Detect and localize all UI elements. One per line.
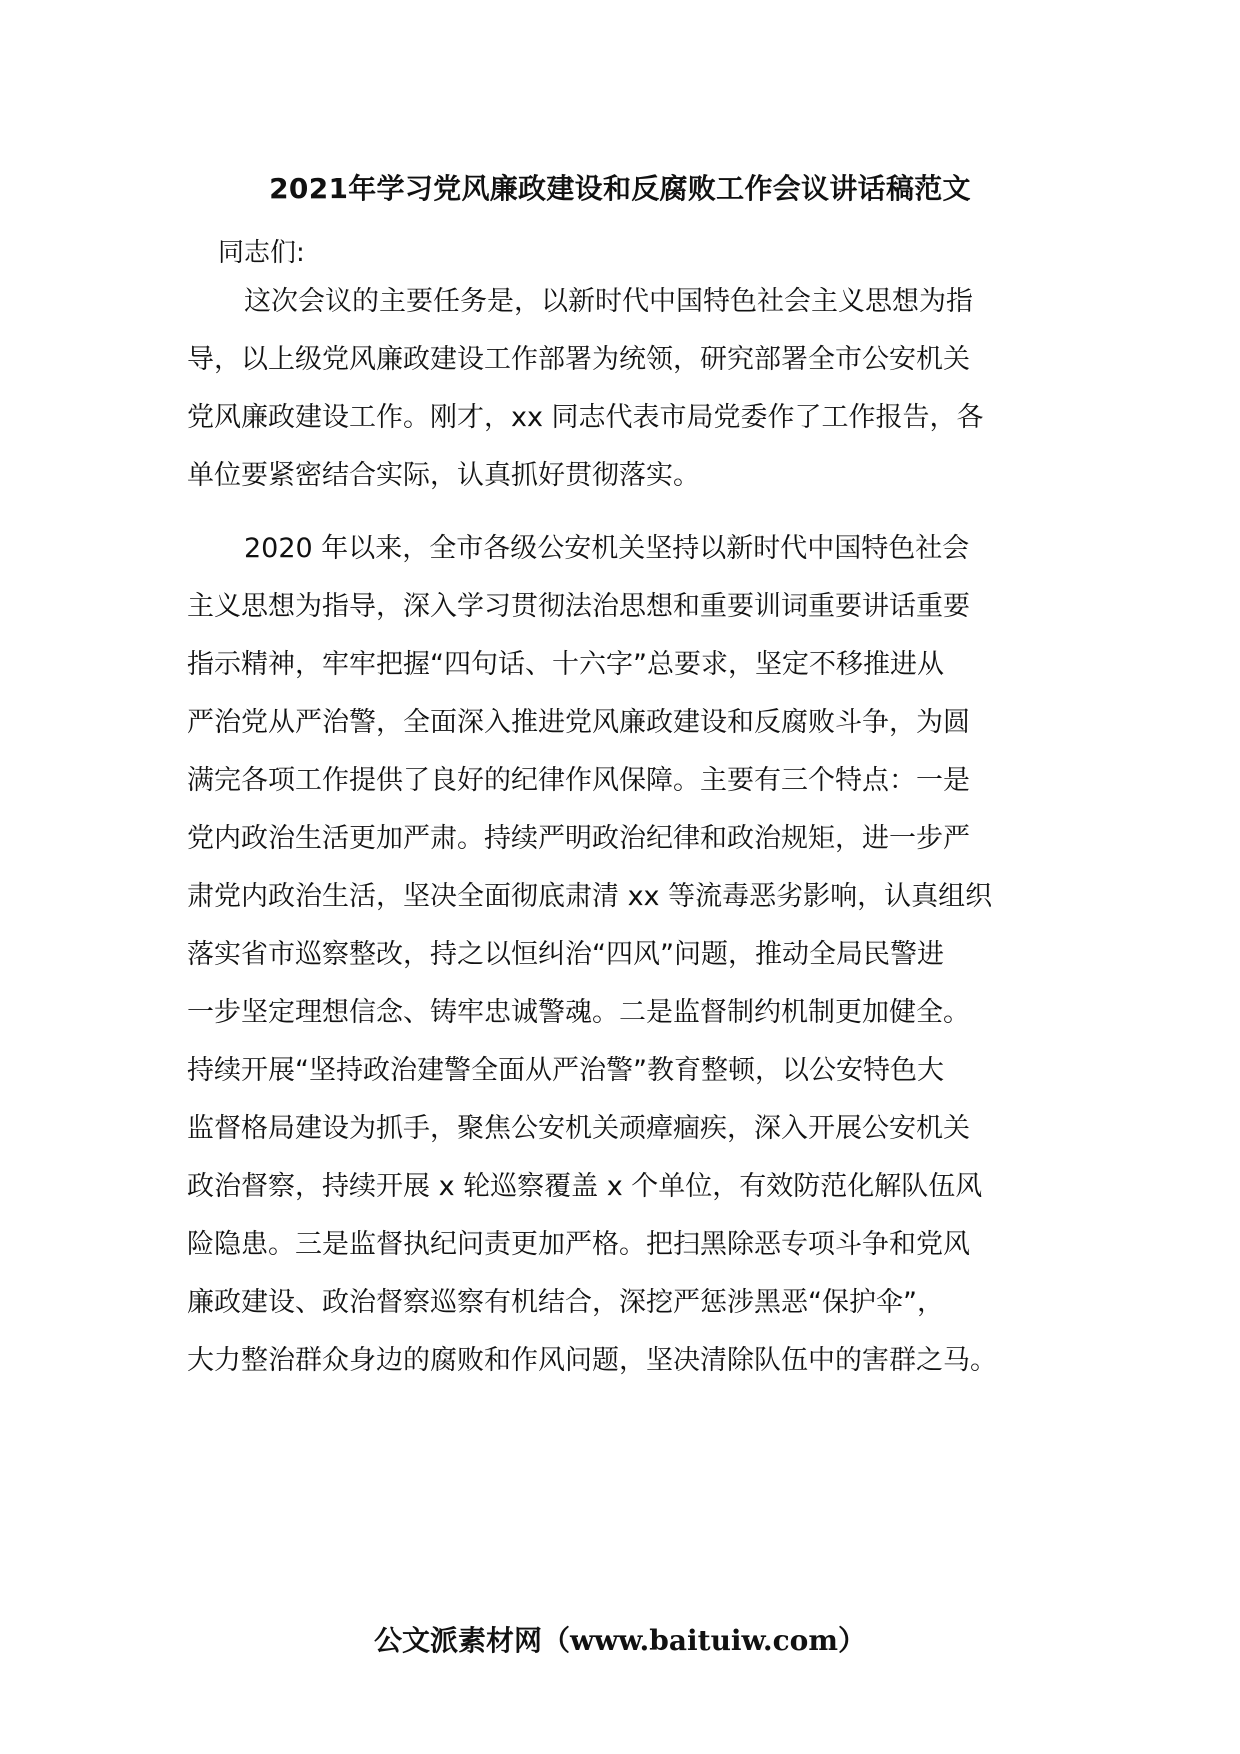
paragraph-2-line-13: 险隐患。三是监督执纪问责更加严格。把扫黑除恶专项斗争和党风 xyxy=(187,1229,970,1260)
salutation: 同志们: xyxy=(218,238,305,268)
paragraph-2-line-10: 持续开展“坚持政治建警全面从严治警”教育整顿，以公安特色大 xyxy=(187,1055,944,1086)
paragraph-1-line-1: 这次会议的主要任务是，以新时代中国特色社会主义思想为指 xyxy=(244,286,973,317)
paragraph-2-line-12: 政治督察，持续开展 x 轮巡察覆盖 x 个单位，有效防范化解队伍风 xyxy=(187,1171,983,1202)
paragraph-2-line-11: 监督格局建设为抓手，聚焦公安机关顽瘴痼疾，深入开展公安机关 xyxy=(187,1113,970,1144)
paragraph-1-line-2: 导，以上级党风廉政建设工作部署为统领，研究部署全市公安机关 xyxy=(187,344,970,375)
paragraph-2-line-14: 廉政建设、政治督察巡察有机结合，深挖严惩涉黑恶“保护伞”， xyxy=(187,1287,944,1318)
paragraph-1-line-3: 党风廉政建设工作。刚才，xx 同志代表市局党委作了工作报告，各 xyxy=(187,402,984,433)
paragraph-2-line-2: 主义思想为指导，深入学习贯彻法治思想和重要训词重要讲话重要 xyxy=(187,591,970,622)
paragraph-2-line-3: 指示精神，牢牢把握“四句话、十六字”总要求，坚定不移推进从 xyxy=(187,649,944,680)
paragraph-2-line-9: 一步坚定理想信念、铸牢忠诚警魂。二是监督制约机制更加健全。 xyxy=(187,997,970,1028)
paragraph-2-line-8: 落实省市巡察整改，持之以恒纠治“四风”问题，推动全局民警进 xyxy=(187,939,944,970)
paragraph-1-line-4: 单位要紧密结合实际，认真抓好贯彻落实。 xyxy=(187,460,700,491)
footer-watermark: 公文派素材网（www.baituiw.com） xyxy=(374,1624,866,1657)
paragraph-2-line-7: 肃党内政治生活，坚决全面彻底肃清 xx 等流毒恶劣影响，认真组织 xyxy=(187,881,993,912)
paragraph-2-line-4: 严治党从严治警，全面深入推进党风廉政建设和反腐败斗争，为圆 xyxy=(187,707,970,738)
paragraph-2-line-6: 党内政治生活更加严肃。持续严明政治纪律和政治规矩，进一步严 xyxy=(187,823,970,854)
paragraph-2-line-15: 大力整治群众身边的腐败和作风问题，坚决清除队伍中的害群之马。 xyxy=(187,1345,997,1376)
page-title: 2021年学习党风廉政建设和反腐败工作会议讲话稿范文 xyxy=(269,172,971,205)
paragraph-2-line-1: 2020 年以来，全市各级公安机关坚持以新时代中国特色社会 xyxy=(244,533,970,564)
paragraph-2-line-5: 满完各项工作提供了良好的纪律作风保障。主要有三个特点：一是 xyxy=(187,765,970,796)
